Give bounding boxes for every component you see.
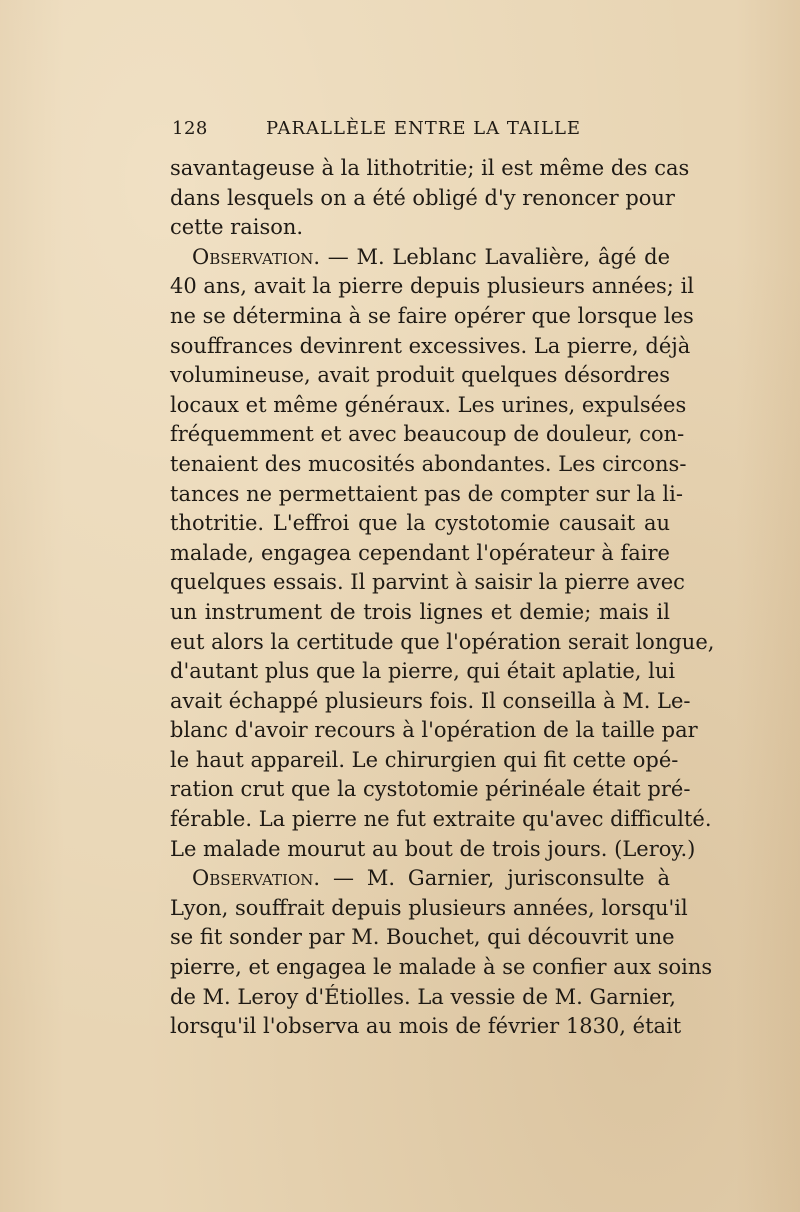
- line-text: cette raison.: [170, 215, 304, 240]
- line-text: volumineuse, avait produit quelques désordres: [170, 363, 671, 388]
- text-line: [170, 746, 679, 776]
- text-line: [170, 864, 670, 894]
- body-text: [170, 154, 715, 1042]
- text-line: [170, 539, 670, 569]
- observation-heading: Observation.: [192, 866, 321, 891]
- line-text: malade, engagea cependant l'opérateur à faire: [170, 540, 670, 565]
- line-text: dans lesquels on a été obligé d'y renoncer pour: [170, 185, 675, 210]
- line-text: eut alors la certitude que l'opération serait longue,: [170, 629, 715, 654]
- text-line: [170, 213, 670, 243]
- text-line: [170, 302, 694, 332]
- text-line: [170, 509, 670, 539]
- line-text: tances ne permettaient pas de compter sur la li-: [170, 481, 683, 506]
- text-line: [170, 923, 675, 953]
- line-text: — M. Leblanc Lavalière, âgé de: [320, 244, 670, 269]
- line-text: thotritie. L'effroi que la cystotomie causait au: [170, 511, 670, 536]
- text-line: [170, 332, 691, 362]
- text-line: [170, 420, 685, 450]
- line-text: ration crut que la cystotomie périnéale était pré-: [170, 777, 691, 802]
- line-text: — M. Garnier, jurisconsulte à: [320, 866, 670, 891]
- text-line: [170, 184, 675, 214]
- text-line: [170, 391, 687, 421]
- text-line: [170, 243, 670, 273]
- line-text: tenaient des mucosités abondantes. Les circons-: [170, 451, 687, 476]
- running-title: PARALLÈLE ENTRE LA TAILLE: [266, 118, 582, 139]
- line-text: se fit sonder par M. Bouchet, qui découvrit une: [170, 925, 675, 950]
- page-header: [172, 118, 668, 144]
- line-text: Le malade mourut au bout de trois jours. (Leroy.): [170, 836, 696, 861]
- text-line: [170, 894, 688, 924]
- text-line: [170, 450, 687, 480]
- line-text: lorsqu'il l'observa au mois de février 1830, était: [170, 1014, 682, 1039]
- text-line: [170, 835, 696, 865]
- text-line: [170, 775, 691, 805]
- line-text: blanc d'avoir recours à l'opération de la taille par: [170, 718, 698, 743]
- observation-heading: Observation.: [192, 244, 321, 269]
- line-text: pierre, et engagea le malade à se confier aux soins: [170, 955, 713, 980]
- line-text: Lyon, souffrait depuis plusieurs années, lorsqu'il: [170, 895, 688, 920]
- text-line: [170, 657, 676, 687]
- text-line: [170, 480, 683, 510]
- line-text: souffrances devinrent excessives. La pierre, déjà: [170, 333, 691, 358]
- line-text: férable. La pierre ne fut extraite qu'avec difficulté.: [170, 807, 712, 832]
- line-text: avait échappé plusieurs fois. Il conseilla à M. Le-: [170, 688, 691, 713]
- text-line: [170, 361, 670, 391]
- line-text: quelques essais. Il parvint à saisir la pierre avec: [170, 570, 685, 595]
- line-text: le haut appareil. Le chirurgien qui fit cette opé-: [170, 747, 679, 772]
- text-line: [170, 805, 712, 835]
- text-line: [170, 687, 691, 717]
- text-line: [170, 953, 713, 983]
- line-text: ne se détermina à se faire opérer que lorsque les: [170, 303, 694, 328]
- line-text: d'autant plus que la pierre, qui était aplatie, lui: [170, 659, 676, 684]
- line-text: savantageuse à la lithotritie; il est même des cas: [170, 156, 690, 180]
- page-number: 128: [172, 118, 208, 139]
- text-line: [170, 1012, 682, 1042]
- line-text: locaux et même généraux. Les urines, expulsées: [170, 392, 687, 417]
- line-text: un instrument de trois lignes et demie; mais il: [170, 599, 670, 624]
- text-line: [170, 272, 694, 302]
- line-text: de M. Leroy d'Étiolles. La vessie de M. Garnier,: [170, 984, 676, 1009]
- text-line: [170, 154, 690, 184]
- text-line: [170, 716, 698, 746]
- text-line: [170, 568, 685, 598]
- line-text: fréquemment et avec beaucoup de douleur, con-: [170, 422, 685, 447]
- text-line: [170, 628, 715, 658]
- line-text: 40 ans, avait la pierre depuis plusieurs années; il: [170, 274, 694, 299]
- text-line: [170, 983, 676, 1013]
- text-line: [170, 598, 670, 628]
